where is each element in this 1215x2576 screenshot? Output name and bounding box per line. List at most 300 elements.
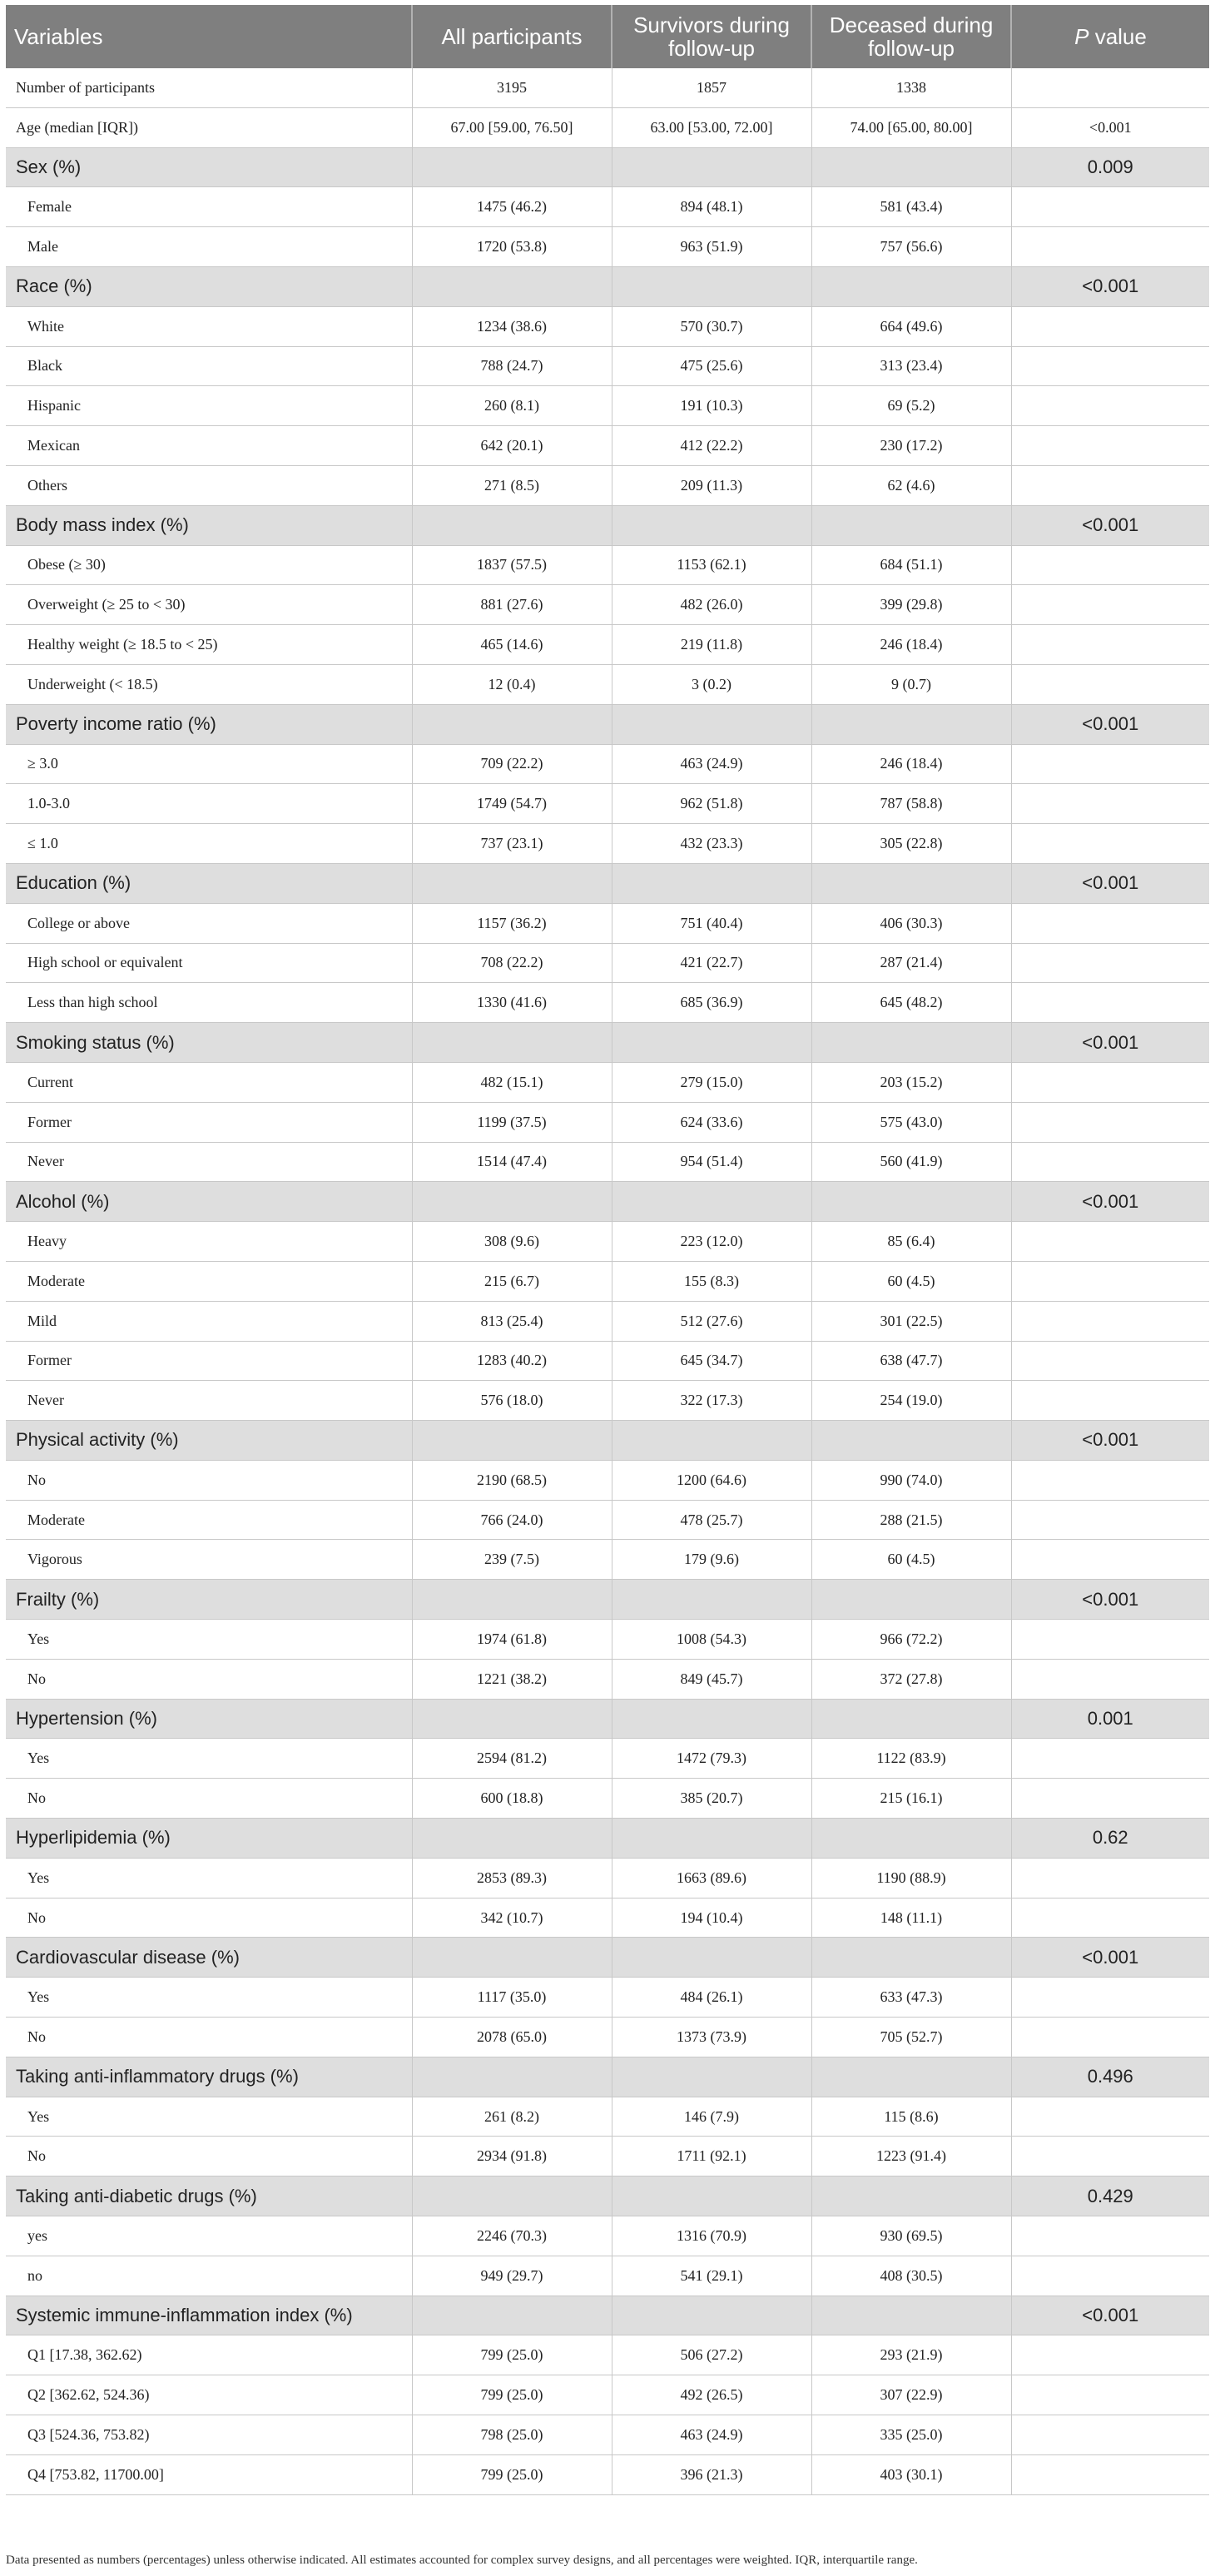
cell-deceased: 408 (30.5) (811, 2256, 1011, 2296)
cell-survivors: 279 (15.0) (612, 1062, 811, 1102)
cell-variable: Never (6, 1142, 412, 1182)
cell-variable: Education (%) (6, 863, 412, 903)
baseline-characteristics-table (6, 5, 1209, 2495)
cell-survivors: 421 (22.7) (612, 943, 811, 983)
cell-survivors: 894 (48.1) (612, 187, 811, 227)
cell-deceased (811, 1699, 1011, 1739)
table-row (6, 346, 1209, 386)
table-row (6, 2415, 1209, 2455)
cell-deceased: 307 (22.9) (811, 2375, 1011, 2415)
cell-variable: Heavy (6, 1222, 412, 1262)
table-row (6, 1540, 1209, 1580)
cell-p-value: <0.001 (1011, 107, 1209, 147)
cell-survivors (612, 505, 811, 545)
cell-variable: Mild (6, 1301, 412, 1341)
cell-p-value (1011, 465, 1209, 505)
cell-p-value (1011, 824, 1209, 864)
cell-survivors: 223 (12.0) (612, 1222, 811, 1262)
cell-survivors: 1373 (73.9) (612, 2018, 811, 2057)
cell-survivors: 482 (26.0) (612, 585, 811, 625)
cell-p-value: <0.001 (1011, 2296, 1209, 2335)
cell-all-participants: 1234 (38.6) (412, 306, 612, 346)
cell-survivors: 191 (10.3) (612, 386, 811, 426)
cell-variable: Moderate (6, 1261, 412, 1301)
table-row (6, 68, 1209, 107)
section-row (6, 704, 1209, 744)
table-row (6, 2454, 1209, 2494)
cell-variable: Male (6, 227, 412, 267)
table-row (6, 465, 1209, 505)
table-row (6, 1381, 1209, 1421)
cell-survivors: 512 (27.6) (612, 1301, 811, 1341)
cell-survivors: 194 (10.4) (612, 1898, 811, 1938)
cell-p-value (1011, 1779, 1209, 1819)
cell-all-participants (412, 505, 612, 545)
cell-deceased (811, 2296, 1011, 2335)
cell-deceased: 990 (74.0) (811, 1460, 1011, 1500)
cell-all-participants (412, 147, 612, 187)
table-row (6, 585, 1209, 625)
cell-variable: Hyperlipidemia (%) (6, 1819, 412, 1859)
cell-deceased: 1190 (88.9) (811, 1858, 1011, 1898)
cell-all-participants: 482 (15.1) (412, 1062, 612, 1102)
section-row (6, 1938, 1209, 1978)
cell-survivors: 1472 (79.3) (612, 1739, 811, 1779)
cell-survivors: 506 (27.2) (612, 2335, 811, 2375)
cell-p-value (1011, 1102, 1209, 1142)
cell-p-value (1011, 187, 1209, 227)
cell-variable: ≥ 3.0 (6, 744, 412, 784)
cell-deceased: 705 (52.7) (811, 2018, 1011, 2057)
table-row (6, 386, 1209, 426)
cell-all-participants: 1283 (40.2) (412, 1341, 612, 1381)
cell-deceased: 1223 (91.4) (811, 2137, 1011, 2176)
cell-deceased: 301 (22.5) (811, 1301, 1011, 1341)
cell-survivors: 322 (17.3) (612, 1381, 811, 1421)
cell-survivors: 492 (26.5) (612, 2375, 811, 2415)
cell-deceased: 230 (17.2) (811, 426, 1011, 466)
cell-p-value (1011, 1381, 1209, 1421)
cell-deceased: 60 (4.5) (811, 1261, 1011, 1301)
cell-all-participants: 2934 (91.8) (412, 2137, 612, 2176)
cell-all-participants: 813 (25.4) (412, 1301, 612, 1341)
cell-deceased (811, 147, 1011, 187)
section-row (6, 1023, 1209, 1063)
cell-all-participants: 949 (29.7) (412, 2256, 612, 2296)
cell-deceased: 575 (43.0) (811, 1102, 1011, 1142)
table-row (6, 1978, 1209, 2018)
table-row (6, 2335, 1209, 2375)
cell-p-value (1011, 227, 1209, 267)
cell-deceased: 757 (56.6) (811, 227, 1011, 267)
cell-all-participants: 342 (10.7) (412, 1898, 612, 1938)
cell-variable: Healthy weight (≥ 18.5 to < 25) (6, 625, 412, 665)
table-container (6, 5, 1209, 2495)
cell-all-participants: 798 (25.0) (412, 2415, 612, 2455)
cell-survivors: 209 (11.3) (612, 465, 811, 505)
cell-deceased (811, 2176, 1011, 2216)
cell-survivors (612, 704, 811, 744)
section-row (6, 1182, 1209, 1222)
cell-variable: Yes (6, 1978, 412, 2018)
table-row (6, 784, 1209, 824)
cell-all-participants: 1117 (35.0) (412, 1978, 612, 2018)
section-row (6, 2057, 1209, 2097)
cell-p-value (1011, 744, 1209, 784)
cell-all-participants: 766 (24.0) (412, 1500, 612, 1540)
cell-p-value: <0.001 (1011, 704, 1209, 744)
cell-all-participants: 642 (20.1) (412, 426, 612, 466)
cell-variable: Frailty (%) (6, 1580, 412, 1620)
cell-deceased: 246 (18.4) (811, 625, 1011, 665)
cell-p-value (1011, 1659, 1209, 1699)
section-row (6, 863, 1209, 903)
cell-all-participants: 3195 (412, 68, 612, 107)
cell-all-participants: 799 (25.0) (412, 2335, 612, 2375)
cell-survivors: 751 (40.4) (612, 903, 811, 943)
cell-deceased: 684 (51.1) (811, 545, 1011, 585)
cell-survivors: 570 (30.7) (612, 306, 811, 346)
table-body (6, 68, 1209, 2494)
cell-variable: Body mass index (%) (6, 505, 412, 545)
cell-p-value (1011, 784, 1209, 824)
cell-variable: Taking anti-inflammatory drugs (%) (6, 2057, 412, 2097)
cell-variable: Female (6, 187, 412, 227)
header-all-participants: All participants (412, 5, 612, 68)
cell-p-value (1011, 2216, 1209, 2256)
header-survivors: Survivors during follow-up (612, 5, 811, 68)
cell-deceased: 203 (15.2) (811, 1062, 1011, 1102)
header-deceased: Deceased during follow-up (811, 5, 1011, 68)
cell-all-participants: 788 (24.7) (412, 346, 612, 386)
table-row (6, 2216, 1209, 2256)
cell-deceased: 305 (22.8) (811, 824, 1011, 864)
cell-p-value: 0.429 (1011, 2176, 1209, 2216)
cell-deceased: 85 (6.4) (811, 1222, 1011, 1262)
cell-deceased (811, 1819, 1011, 1859)
cell-survivors: 432 (23.3) (612, 824, 811, 864)
cell-variable: Overweight (≥ 25 to < 30) (6, 585, 412, 625)
cell-variable: Less than high school (6, 983, 412, 1023)
cell-deceased (811, 704, 1011, 744)
header-row (6, 5, 1209, 68)
cell-all-participants (412, 704, 612, 744)
cell-deceased: 287 (21.4) (811, 943, 1011, 983)
cell-survivors: 412 (22.2) (612, 426, 811, 466)
table-row (6, 1739, 1209, 1779)
cell-all-participants: 308 (9.6) (412, 1222, 612, 1262)
cell-deceased: 246 (18.4) (811, 744, 1011, 784)
cell-p-value (1011, 2335, 1209, 2375)
cell-survivors (612, 266, 811, 306)
cell-all-participants: 1221 (38.2) (412, 1659, 612, 1699)
cell-p-value (1011, 625, 1209, 665)
cell-all-participants (412, 1819, 612, 1859)
table-row (6, 1222, 1209, 1262)
cell-all-participants: 1475 (46.2) (412, 187, 612, 227)
cell-survivors (612, 2176, 811, 2216)
cell-variable: College or above (6, 903, 412, 943)
cell-p-value (1011, 1858, 1209, 1898)
cell-p-value: 0.009 (1011, 147, 1209, 187)
cell-variable: No (6, 1460, 412, 1500)
table-row (6, 1102, 1209, 1142)
cell-survivors: 963 (51.9) (612, 227, 811, 267)
cell-all-participants: 737 (23.1) (412, 824, 612, 864)
section-row (6, 1819, 1209, 1859)
cell-variable: Taking anti-diabetic drugs (%) (6, 2176, 412, 2216)
header-variables: Variables (6, 5, 412, 68)
cell-all-participants (412, 2296, 612, 2335)
cell-deceased: 293 (21.9) (811, 2335, 1011, 2375)
cell-variable: No (6, 1898, 412, 1938)
cell-deceased: 560 (41.9) (811, 1142, 1011, 1182)
table-row (6, 1062, 1209, 1102)
cell-survivors: 1200 (64.6) (612, 1460, 811, 1500)
table-row (6, 2097, 1209, 2137)
cell-variable: Yes (6, 1739, 412, 1779)
cell-p-value: <0.001 (1011, 505, 1209, 545)
cell-survivors (612, 1182, 811, 1222)
header-p-italic: P (1074, 24, 1089, 49)
cell-p-value: <0.001 (1011, 1182, 1209, 1222)
cell-p-value (1011, 1739, 1209, 1779)
cell-variable: Age (median [IQR]) (6, 107, 412, 147)
cell-all-participants: 1974 (61.8) (412, 1620, 612, 1660)
cell-p-value (1011, 306, 1209, 346)
cell-deceased: 664 (49.6) (811, 306, 1011, 346)
cell-p-value (1011, 68, 1209, 107)
cell-p-value: <0.001 (1011, 266, 1209, 306)
cell-p-value (1011, 2097, 1209, 2137)
cell-p-value (1011, 1500, 1209, 1540)
cell-deceased: 930 (69.5) (811, 2216, 1011, 2256)
cell-p-value (1011, 2415, 1209, 2455)
cell-survivors: 1008 (54.3) (612, 1620, 811, 1660)
cell-variable: Underweight (< 18.5) (6, 664, 412, 704)
cell-all-participants: 2078 (65.0) (412, 2018, 612, 2057)
cell-all-participants (412, 1699, 612, 1739)
cell-all-participants (412, 863, 612, 903)
table-row (6, 2018, 1209, 2057)
cell-all-participants: 12 (0.4) (412, 664, 612, 704)
table-row (6, 2256, 1209, 2296)
cell-survivors: 954 (51.4) (612, 1142, 811, 1182)
section-row (6, 266, 1209, 306)
cell-variable: Q3 [524.36, 753.82) (6, 2415, 412, 2455)
cell-p-value (1011, 1222, 1209, 1262)
cell-all-participants: 576 (18.0) (412, 1381, 612, 1421)
cell-deceased: 966 (72.2) (811, 1620, 1011, 1660)
cell-variable: Q2 [362.62, 524.36) (6, 2375, 412, 2415)
cell-all-participants (412, 1421, 612, 1461)
cell-variable: Yes (6, 1858, 412, 1898)
cell-survivors: 624 (33.6) (612, 1102, 811, 1142)
cell-all-participants (412, 2176, 612, 2216)
cell-p-value (1011, 2018, 1209, 2057)
table-row (6, 1341, 1209, 1381)
table-row (6, 903, 1209, 943)
cell-deceased: 633 (47.3) (811, 1978, 1011, 2018)
cell-deceased: 638 (47.7) (811, 1341, 1011, 1381)
table-row (6, 1460, 1209, 1500)
cell-variable: No (6, 2137, 412, 2176)
cell-variable: 1.0-3.0 (6, 784, 412, 824)
cell-survivors: 463 (24.9) (612, 2415, 811, 2455)
cell-deceased: 1122 (83.9) (811, 1739, 1011, 1779)
cell-p-value: <0.001 (1011, 1023, 1209, 1063)
cell-survivors (612, 1023, 811, 1063)
cell-deceased: 288 (21.5) (811, 1500, 1011, 1540)
table-row (6, 1779, 1209, 1819)
cell-deceased: 215 (16.1) (811, 1779, 1011, 1819)
cell-deceased: 115 (8.6) (811, 2097, 1011, 2137)
cell-survivors (612, 1580, 811, 1620)
section-row (6, 2176, 1209, 2216)
table-row (6, 824, 1209, 864)
cell-all-participants: 1749 (54.7) (412, 784, 612, 824)
table-row (6, 983, 1209, 1023)
cell-p-value: 0.001 (1011, 1699, 1209, 1739)
cell-survivors: 685 (36.9) (612, 983, 811, 1023)
cell-deceased: 372 (27.8) (811, 1659, 1011, 1699)
cell-all-participants: 261 (8.2) (412, 2097, 612, 2137)
cell-deceased: 254 (19.0) (811, 1381, 1011, 1421)
section-row (6, 2296, 1209, 2335)
cell-p-value (1011, 585, 1209, 625)
cell-variable: Mexican (6, 426, 412, 466)
cell-all-participants: 708 (22.2) (412, 943, 612, 983)
section-row (6, 1421, 1209, 1461)
cell-survivors: 146 (7.9) (612, 2097, 811, 2137)
cell-variable: Former (6, 1341, 412, 1381)
cell-p-value (1011, 1341, 1209, 1381)
cell-p-value (1011, 903, 1209, 943)
cell-variable: no (6, 2256, 412, 2296)
cell-variable: White (6, 306, 412, 346)
table-row (6, 943, 1209, 983)
cell-deceased: 403 (30.1) (811, 2454, 1011, 2494)
cell-variable: Moderate (6, 1500, 412, 1540)
cell-deceased (811, 1580, 1011, 1620)
cell-variable: Number of participants (6, 68, 412, 107)
section-row (6, 1699, 1209, 1739)
section-row (6, 505, 1209, 545)
cell-all-participants: 465 (14.6) (412, 625, 612, 665)
cell-survivors: 1316 (70.9) (612, 2216, 811, 2256)
cell-p-value (1011, 1620, 1209, 1660)
cell-p-value (1011, 2256, 1209, 2296)
cell-survivors (612, 2057, 811, 2097)
cell-all-participants: 1720 (53.8) (412, 227, 612, 267)
cell-survivors: 396 (21.3) (612, 2454, 811, 2494)
cell-p-value (1011, 1898, 1209, 1938)
cell-survivors: 478 (25.7) (612, 1500, 811, 1540)
cell-survivors: 962 (51.8) (612, 784, 811, 824)
cell-survivors: 475 (25.6) (612, 346, 811, 386)
cell-deceased: 62 (4.6) (811, 465, 1011, 505)
cell-p-value (1011, 2137, 1209, 2176)
cell-p-value: 0.62 (1011, 1819, 1209, 1859)
table-row (6, 1500, 1209, 1540)
cell-survivors: 1663 (89.6) (612, 1858, 811, 1898)
cell-deceased: 787 (58.8) (811, 784, 1011, 824)
cell-survivors (612, 1938, 811, 1978)
cell-all-participants: 260 (8.1) (412, 386, 612, 426)
cell-variable: Physical activity (%) (6, 1421, 412, 1461)
cell-deceased: 313 (23.4) (811, 346, 1011, 386)
cell-p-value (1011, 1142, 1209, 1182)
cell-variable: Poverty income ratio (%) (6, 704, 412, 744)
cell-survivors (612, 1819, 811, 1859)
cell-all-participants (412, 1580, 612, 1620)
cell-p-value (1011, 2375, 1209, 2415)
cell-p-value: 0.496 (1011, 2057, 1209, 2097)
cell-variable: No (6, 2018, 412, 2057)
section-row (6, 147, 1209, 187)
cell-deceased: 148 (11.1) (811, 1898, 1011, 1938)
cell-p-value (1011, 545, 1209, 585)
cell-survivors: 219 (11.8) (612, 625, 811, 665)
cell-variable: Hypertension (%) (6, 1699, 412, 1739)
cell-survivors: 849 (45.7) (612, 1659, 811, 1699)
cell-deceased: 74.00 [65.00, 80.00] (811, 107, 1011, 147)
cell-survivors: 541 (29.1) (612, 2256, 811, 2296)
table-row (6, 1261, 1209, 1301)
table-row (6, 426, 1209, 466)
cell-p-value (1011, 943, 1209, 983)
cell-variable: Systemic immune-inflammation index (%) (6, 2296, 412, 2335)
cell-survivors: 1153 (62.1) (612, 545, 811, 585)
cell-survivors: 63.00 [53.00, 72.00] (612, 107, 811, 147)
cell-survivors: 385 (20.7) (612, 1779, 811, 1819)
cell-variable: Others (6, 465, 412, 505)
cell-all-participants: 1199 (37.5) (412, 1102, 612, 1142)
cell-p-value (1011, 346, 1209, 386)
cell-deceased: 60 (4.5) (811, 1540, 1011, 1580)
cell-p-value (1011, 1978, 1209, 2018)
cell-all-participants: 1157 (36.2) (412, 903, 612, 943)
table-row (6, 1898, 1209, 1938)
cell-all-participants: 799 (25.0) (412, 2454, 612, 2494)
cell-deceased: 1338 (811, 68, 1011, 107)
table-row (6, 187, 1209, 227)
cell-p-value (1011, 2454, 1209, 2494)
cell-p-value: <0.001 (1011, 1580, 1209, 1620)
cell-p-value (1011, 1261, 1209, 1301)
cell-all-participants: 881 (27.6) (412, 585, 612, 625)
cell-p-value: <0.001 (1011, 863, 1209, 903)
cell-all-participants (412, 1182, 612, 1222)
cell-p-value (1011, 1301, 1209, 1341)
cell-all-participants: 1837 (57.5) (412, 545, 612, 585)
cell-deceased (811, 863, 1011, 903)
cell-survivors (612, 147, 811, 187)
cell-all-participants: 2594 (81.2) (412, 1739, 612, 1779)
table-row (6, 107, 1209, 147)
cell-all-participants: 271 (8.5) (412, 465, 612, 505)
cell-all-participants: 799 (25.0) (412, 2375, 612, 2415)
header-p-value (1011, 5, 1209, 68)
cell-variable: No (6, 1779, 412, 1819)
cell-p-value (1011, 664, 1209, 704)
cell-survivors: 1857 (612, 68, 811, 107)
cell-all-participants: 600 (18.8) (412, 1779, 612, 1819)
cell-p-value: <0.001 (1011, 1938, 1209, 1978)
cell-all-participants (412, 266, 612, 306)
cell-all-participants: 709 (22.2) (412, 744, 612, 784)
cell-all-participants (412, 1938, 612, 1978)
